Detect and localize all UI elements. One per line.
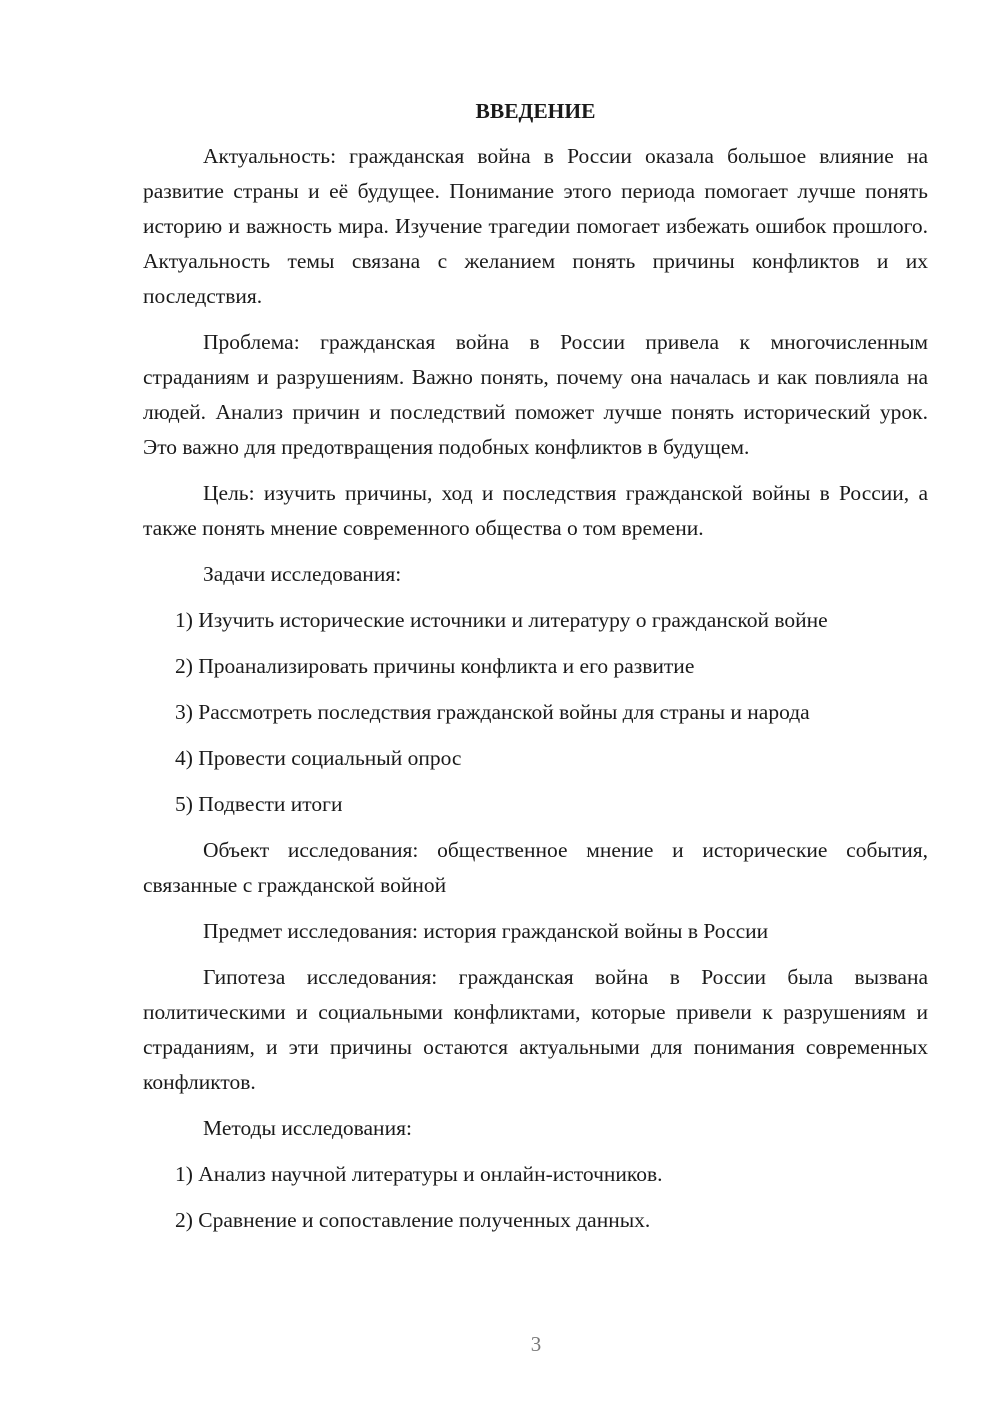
subject-paragraph: Предмет исследования: история гражданской войны в России xyxy=(203,919,769,943)
document-title: ВВЕДЕНИЕ xyxy=(475,99,596,123)
relevance-paragraph: Актуальность: гражданская война в России оказала большое влияние на развитие страны и её будущее. Понимание этого периода помогает лучше понять историю и важность мира. Изучение трагедии помогает избежать ошибок прошлого. Актуальность темы связана с желанием понять причины конфликтов и их последствия. xyxy=(143,144,928,308)
document-page xyxy=(143,96,928,1249)
task-item: 5) Подвести итоги xyxy=(175,792,343,816)
method-item: 1) Анализ научной литературы и онлайн-источников. xyxy=(175,1162,663,1186)
task-item: 2) Проанализировать причины конфликта и его развитие xyxy=(175,654,695,678)
page-number: 3 xyxy=(530,1332,542,1356)
task-item: 4) Провести социальный опрос xyxy=(175,746,462,770)
task-item: 3) Рассмотреть последствия гражданской войны для страны и народа xyxy=(175,700,810,724)
tasks-heading: Задачи исследования: xyxy=(203,562,402,586)
object-paragraph: Объект исследования: общественное мнение и исторические события, связанные с гражданской войной xyxy=(143,838,928,897)
problem-paragraph: Проблема: гражданская война в России привела к многочисленным страданиям и разрушениям. Важно понять, почему она началась и как повлияла на людей. Анализ причин и последствий поможет лучше понять исторический урок. Это важно для предотвращения подобных конфликтов в будущем. xyxy=(143,330,928,459)
methods-heading: Методы исследования: xyxy=(203,1116,412,1140)
method-item: 2) Сравнение и сопоставление полученных данных. xyxy=(175,1208,651,1232)
goal-paragraph: Цель: изучить причины, ход и последствия гражданской войны в России, а также понять мнение современного общества о том времени. xyxy=(143,481,928,540)
hypothesis-paragraph: Гипотеза исследования: гражданская война в России была вызвана политическими и социальными конфликтами, которые привели к разрушениям и страданиям, и эти причины остаются актуальными для понимания современных конфликтов. xyxy=(143,965,928,1094)
task-item: 1) Изучить исторические источники и литературу о гражданской войне xyxy=(175,608,828,632)
